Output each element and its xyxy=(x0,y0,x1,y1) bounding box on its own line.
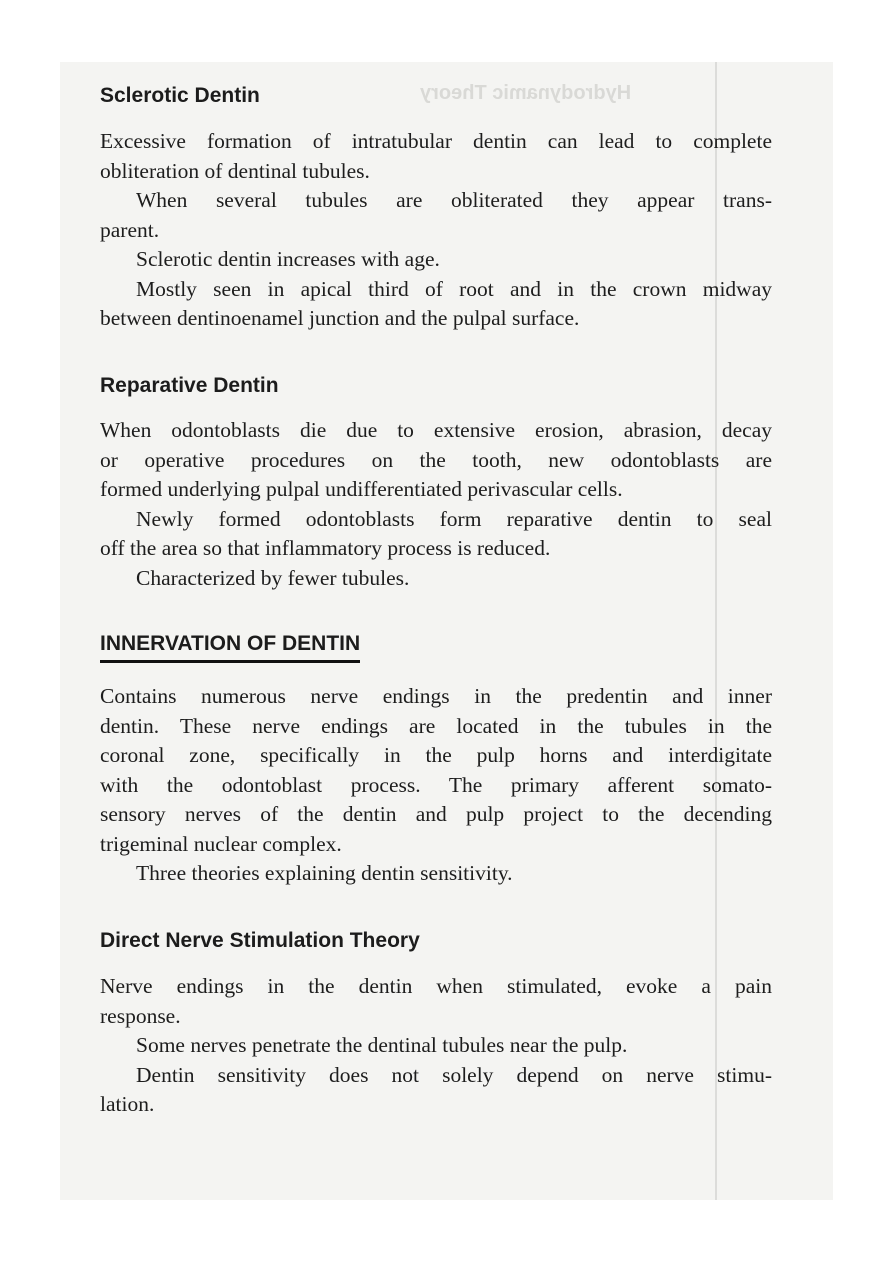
text-line: Mostly seen in apical third of root and in the crown midway xyxy=(136,276,772,301)
text-line: off the area so that inflammatory process is reduced. xyxy=(100,536,551,560)
paragraph-sclerotic-dentin xyxy=(100,127,772,334)
text-line: When odontoblasts die due to extensive erosion, abrasion, decay xyxy=(100,418,772,442)
text-line: Characterized by fewer tubules. xyxy=(136,565,410,590)
text-line: Three theories explaining dentin sensitivity. xyxy=(136,861,513,885)
section-heading-sclerotic-dentin: Sclerotic Dentin xyxy=(100,84,260,107)
text-line: sensory nerves of the dentin and pulp project to the decending xyxy=(100,802,772,826)
text-line: When several tubules are obliterated they appear trans- xyxy=(136,188,772,212)
book-page xyxy=(60,62,833,1200)
text-line: formed underlying pulpal undifferentiated perivascular cells. xyxy=(100,477,623,501)
section-heading-direct-nerve-stimulation-theory: Direct Nerve Stimulation Theory xyxy=(100,929,420,952)
text-line: response. xyxy=(100,1003,181,1028)
bleed-through-heading: Hydrodynamic Theory xyxy=(420,82,632,104)
text-line: obliteration of dentinal tubules. xyxy=(100,158,370,183)
text-line: Contains numerous nerve endings in the predentin and inner xyxy=(100,684,772,708)
text-line: Excessive formation of intratubular dentin can lead to complete xyxy=(100,129,772,153)
text-line: Some nerves penetrate the dentinal tubules near the pulp. xyxy=(136,1033,628,1057)
text-line: trigeminal nuclear complex. xyxy=(100,831,342,856)
chapter-heading-innervation-of-dentin: INNERVATION OF DENTIN xyxy=(100,632,360,663)
text-line: parent. xyxy=(100,217,160,242)
paragraph-direct-nerve-stimulation-theory xyxy=(100,972,772,1120)
text-line: lation. xyxy=(100,1092,155,1116)
text-line: coronal zone, specifically in the pulp horns and interdigitate xyxy=(100,743,772,767)
text-line: Newly formed odontoblasts form reparative dentin to seal xyxy=(136,506,772,531)
text-line: with the odontoblast process. The primary afferent somato- xyxy=(100,772,772,797)
paragraph-innervation-of-dentin xyxy=(100,682,772,889)
text-line: Dentin sensitivity does not solely depend on nerve stimu- xyxy=(136,1062,772,1087)
text-line: between dentinoenamel junction and the pulpal surface. xyxy=(100,306,580,330)
text-line: dentin. These nerve endings are located in the tubules in the xyxy=(100,713,772,738)
text-line: Sclerotic dentin increases with age. xyxy=(136,247,440,271)
text-line: Nerve endings in the dentin when stimulated, evoke a pain xyxy=(100,974,772,998)
paragraph-reparative-dentin xyxy=(100,416,772,593)
section-heading-reparative-dentin: Reparative Dentin xyxy=(100,374,279,397)
text-line: or operative procedures on the tooth, new odontoblasts are xyxy=(100,447,772,472)
